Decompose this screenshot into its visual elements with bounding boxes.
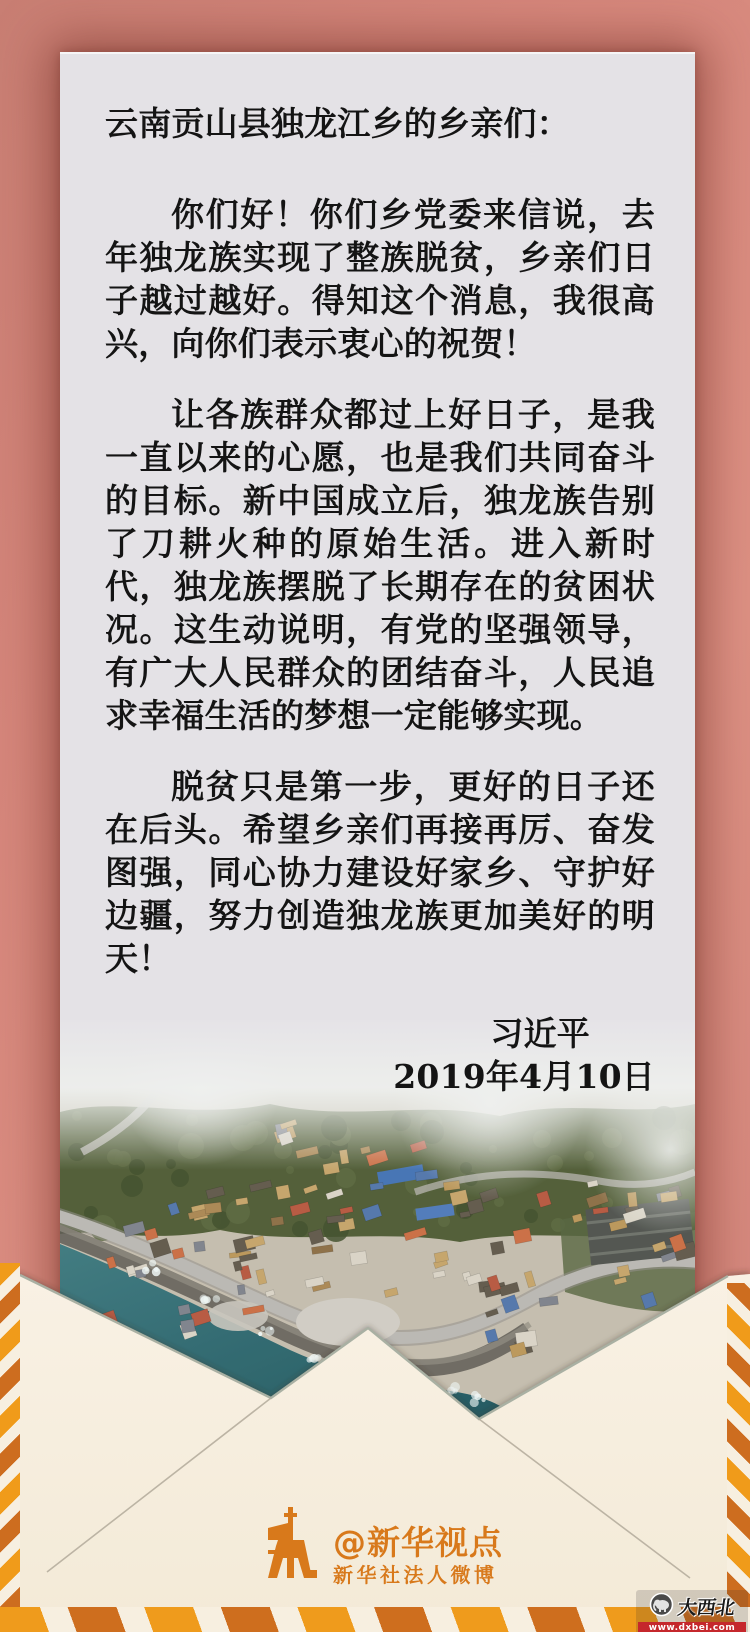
stripe-border-left xyxy=(0,1263,20,1632)
letter-paragraph: 让各族群众都过上好日子，是我一直以来的心愿，也是我们共同奋斗的目标。新中国成立后，独龙族告别了刀耕火种的原始生活。进入新时代，独龙族摆脱了长期存在的贫困状况。这生动说明，有党的坚强领导，有广大人民群众的团结奋斗，人民追求幸福生活的梦想一定能够实现。 xyxy=(105,395,655,735)
weibo-handle: @新华视点 xyxy=(333,1523,503,1562)
letter-date: 2019年4月10日 xyxy=(393,1057,655,1096)
letter-signature: 习近平 xyxy=(490,1014,590,1053)
letter-body xyxy=(60,52,695,1098)
letter-paper xyxy=(60,52,695,1432)
watermark-url: www.dxbei.com xyxy=(638,1622,746,1632)
letter-paragraph: 你们好！你们乡党委来信说，去年独龙族实现了整族脱贫，乡亲们日子越过越好。得知这个消息，我很高兴，向你们表示衷心的祝贺！ xyxy=(105,195,655,363)
letter-paragraph: 脱贫只是第一步，更好的日子还在后头。希望乡亲们再接再厉、奋发图强，同心协力建设好家乡、守护好边疆，努力创造独龙族更加美好的明天！ xyxy=(105,767,655,978)
watermark-site-name: 大西北 xyxy=(676,1597,737,1619)
elephant-icon xyxy=(649,1592,674,1621)
stripe-border-right xyxy=(727,1283,750,1632)
weibo-subtitle: 新华社法人微博 xyxy=(333,1563,498,1587)
site-watermark xyxy=(636,1590,748,1632)
xinhua-viewpoint-logo xyxy=(263,1506,503,1588)
letter-salutation: 云南贡山县独龙江乡的乡亲们： xyxy=(105,104,570,143)
xinhua-tower-icon xyxy=(263,1506,317,1588)
